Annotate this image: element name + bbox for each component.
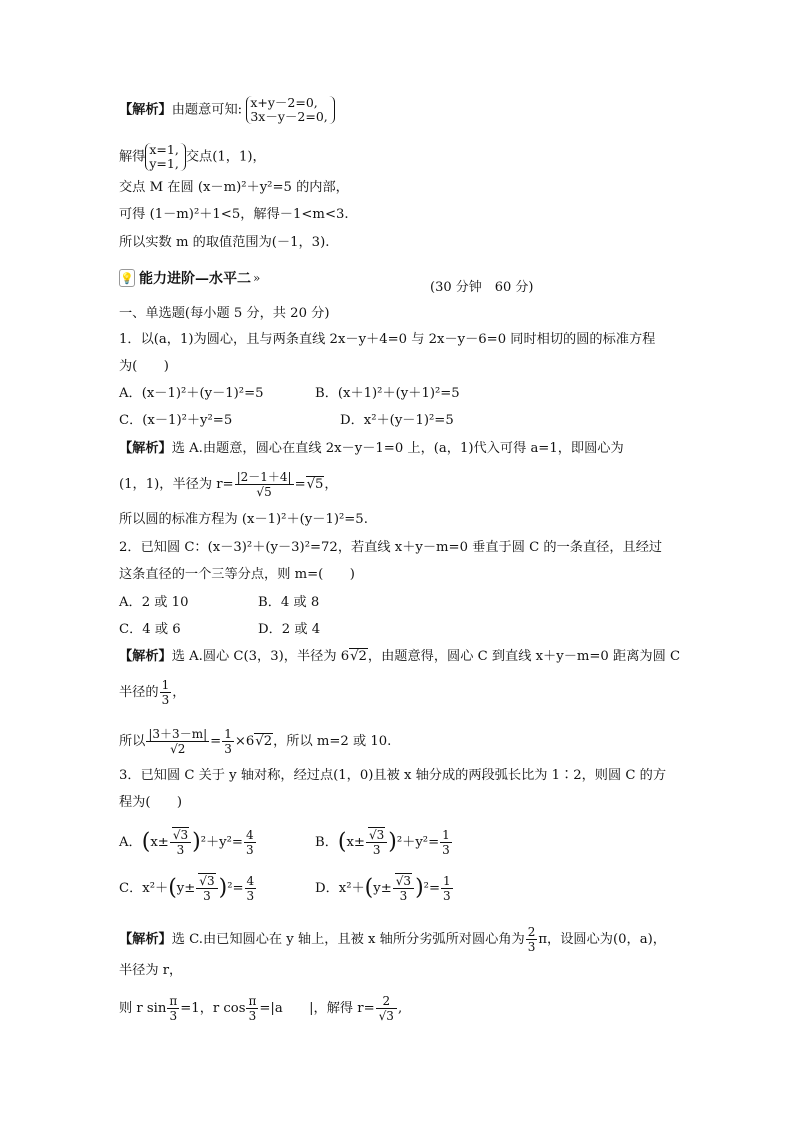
q3-solution-line-1 — [119, 925, 666, 954]
option-text: y± — [373, 881, 392, 896]
numerator: |2－1＋4| — [236, 470, 292, 484]
denominator: 3 — [248, 1009, 257, 1023]
option-label: D．x²＋ — [315, 881, 365, 896]
option-text: ²= — [227, 881, 244, 896]
solution-text: 选 A.圆心 C(3，3)，半径为 6 — [171, 649, 350, 664]
numerator: 2 — [376, 994, 397, 1009]
numerator: |3＋3－m| — [148, 727, 208, 741]
denominator — [146, 742, 209, 756]
q3-option-d: D．x²＋(y± √ $\frac{3}{3}$ )²= $\frac{1}{3}$ — [315, 874, 454, 903]
numerator: 1 — [443, 874, 451, 888]
numerator — [196, 874, 217, 889]
sqrt: √ 3 — [378, 1008, 395, 1023]
solution-text: 选 C.由已知圆心在 y 轴上，且被 x 轴所分劣弧所对圆心角为 — [171, 932, 525, 947]
intro-text: 交点(1，1)， — [185, 149, 266, 165]
sqrt: √ 5 — [255, 484, 272, 499]
section-title: 能力进阶—水平二 — [139, 271, 251, 287]
solution-text: =1，r cos — [180, 1001, 246, 1016]
fraction — [526, 925, 538, 954]
fraction — [160, 678, 172, 707]
sqrt: √ 3 — [395, 873, 412, 888]
sqrt: √ 5 — [306, 476, 325, 492]
fraction — [366, 828, 387, 857]
sqrt: √ 3 — [172, 827, 189, 842]
section-header — [119, 268, 260, 288]
denominator: 3 — [169, 1009, 178, 1023]
time-score: (30 分钟 60 分) — [430, 280, 534, 295]
fraction — [393, 874, 414, 903]
fraction — [170, 828, 191, 857]
option-text: ²= — [423, 881, 440, 896]
numerator: π — [169, 994, 178, 1008]
fraction — [146, 727, 209, 756]
sqrt: √ 3 — [198, 873, 215, 888]
solution-text: ，所以 m=2 或 10. — [273, 734, 392, 749]
denominator: 3 — [527, 940, 536, 954]
fraction — [245, 874, 257, 903]
intro-line-2 — [119, 143, 266, 171]
option-text: ²＋y²= — [396, 835, 440, 850]
option-label: B． — [315, 835, 338, 850]
q1-option-d: D．x²＋(y－1)²=5 — [340, 413, 454, 428]
numerator: 1 — [161, 678, 170, 692]
equation: x=1, — [149, 142, 179, 157]
q3-stem-line-1: 3．已知圆 C 关于 y 轴对称，经过点(1，0)且被 x 轴分成的两段弧长比为 1∶2，则圆 C 的方 — [119, 768, 667, 783]
intro-line-3: 交点 M 在圆 (x－m)²＋y²=5 的内部， — [119, 180, 349, 195]
numerator: 4 — [245, 828, 254, 842]
solution-text: , — [397, 1001, 403, 1016]
solution-text: = — [210, 734, 222, 749]
solution-text: 选 A.由题意，圆心在直线 2x－y－1=0 上，(a，1)代入可得 a=1，即圆心为 — [171, 441, 624, 456]
chevron-icon: » — [253, 271, 261, 285]
denominator: 3 — [203, 889, 211, 903]
solution-text: ，由题意得，圆心 C 到直线 x＋y－m=0 距离为圆 C — [367, 649, 681, 664]
numerator — [170, 828, 191, 843]
numerator: 1 — [442, 828, 450, 842]
solution-label: 【解析】 — [119, 932, 172, 947]
intro-text: 由题意可知: — [171, 102, 243, 118]
intro-line-4: 可得 (1－m)²＋1<5，解得－1<m<3. — [119, 207, 349, 222]
q1-option-a: A．(x－1)²＋(y－1)²=5 — [119, 386, 264, 401]
solution-text: (1，1)，半径为 r= — [119, 477, 234, 492]
equation-system — [246, 96, 334, 124]
intro-text: 解得 — [119, 149, 146, 165]
equation: 3x－y－2=0, — [250, 109, 328, 124]
solution-text: 所以 — [119, 734, 146, 749]
fraction — [222, 727, 234, 756]
option-text: ²＋y²= — [200, 835, 243, 850]
numerator: 2 — [527, 925, 536, 939]
numerator: π — [248, 994, 257, 1008]
q2-stem-line-2: 这条直径的一个三等分点，则 m=( ) — [119, 567, 355, 582]
lightbulb-icon: 💡 — [119, 269, 135, 287]
intro-line-5: 所以实数 m 的取值范围为(－1，3). — [119, 235, 330, 250]
q3-solution-line-2: 半径为 r， — [119, 963, 183, 978]
option-label: A． — [119, 835, 142, 850]
q3-solution-line-3 — [119, 994, 402, 1023]
denominator: 3 — [443, 889, 451, 903]
fraction — [196, 874, 217, 903]
denominator: 3 — [245, 843, 254, 857]
option-label: C．x²＋ — [119, 881, 169, 896]
q1-option-c: C．(x－1)²＋y²=5 — [119, 413, 233, 428]
option-text: x± — [346, 835, 365, 850]
q2-solution-line-3 — [119, 727, 391, 756]
denominator: 3 — [224, 742, 232, 756]
solution-label: 【解析】 — [119, 441, 172, 456]
equation: x+y－2=0, — [250, 95, 318, 110]
denominator: 3 — [246, 889, 255, 903]
option-text: x± — [150, 835, 169, 850]
q1-stem-line-1: 1．以(a，1)为圆心，且与两条直线 2x－y＋4=0 与 2x－y－6=0 同时相切的圆的标准方程 — [119, 332, 656, 347]
q1-solution-line-2 — [119, 470, 338, 499]
numerator — [366, 828, 387, 843]
q3-option-c: C．x²＋(y± √ $\frac{3}{3}$ )²= $\frac{4}{3}$ — [119, 874, 257, 903]
solution-text: ×6 — [234, 734, 255, 749]
fraction — [246, 994, 258, 1023]
fraction — [167, 994, 179, 1023]
q1-solution-line-1 — [119, 440, 624, 458]
denominator: 3 — [442, 843, 450, 857]
numerator: 4 — [246, 874, 255, 888]
sqrt: √ 2 — [254, 733, 273, 749]
sqrt: √ 3 — [368, 827, 385, 842]
solution-text: 则 r sin — [119, 1001, 167, 1016]
solution-label: 【解析】 — [119, 102, 172, 118]
q1-option-b: B．(x＋1)²＋(y＋1)²=5 — [315, 386, 460, 401]
numerator: 1 — [224, 727, 232, 741]
q2-option-a: A．2 或 10 — [119, 595, 189, 610]
denominator: 3 — [161, 693, 170, 707]
denominator — [235, 485, 294, 499]
option-text: y± — [176, 881, 196, 896]
fraction — [441, 874, 453, 903]
q2-option-d: D．2 或 4 — [258, 622, 321, 637]
q1-solution-line-3: 所以圆的标准方程为 (x－1)²＋(y－1)²=5. — [119, 512, 368, 527]
q1-stem-line-2: 为( ) — [119, 359, 169, 374]
intro-line-1 — [119, 96, 335, 124]
solution-text: 半径的 — [119, 685, 159, 700]
q2-solution-line-1 — [119, 648, 680, 666]
part-heading: 一、单选题(每小题 5 分，共 20 分) — [119, 306, 330, 321]
solution-label: 【解析】 — [119, 649, 172, 664]
q3-option-a: A．(x± √ $\frac{3}{3}$ )²＋y²= $\frac{4}{3}$ — [119, 828, 257, 857]
equation-system — [145, 143, 185, 171]
fraction — [440, 828, 452, 857]
fraction — [235, 470, 294, 499]
q2-stem-line-1: 2．已知圆 C：(x－3)²＋(y－3)²=72，若直线 x＋y－m=0 垂直于圆 C 的一条直径，且经过 — [119, 540, 663, 555]
solution-text: = — [294, 477, 306, 492]
solution-text: π，设圆心为(0，a)， — [538, 932, 666, 947]
equation: y=1, — [149, 156, 179, 171]
denominator: 3 — [176, 843, 185, 857]
q2-option-b: B．4 或 8 — [258, 595, 320, 610]
q2-solution-line-2 — [119, 678, 185, 707]
fraction — [244, 828, 256, 857]
solution-text: ， — [324, 477, 338, 492]
fraction — [376, 994, 397, 1023]
sqrt: √ 2 — [349, 648, 368, 664]
solution-text: ， — [172, 685, 186, 700]
denominator: 3 — [399, 889, 408, 903]
sqrt: √ 2 — [169, 741, 186, 756]
denominator: 3 — [372, 843, 381, 857]
solution-text: =|a |，解得 r= — [259, 1001, 375, 1016]
q3-stem-line-2: 程为( ) — [119, 795, 183, 810]
q3-option-b: B．(x± √ $\frac{3}{3}$ )²＋y²= $\frac{1}{3}$ — [315, 828, 453, 857]
denominator — [376, 1009, 397, 1023]
numerator — [393, 874, 414, 889]
q2-option-c: C．4 或 6 — [119, 622, 181, 637]
